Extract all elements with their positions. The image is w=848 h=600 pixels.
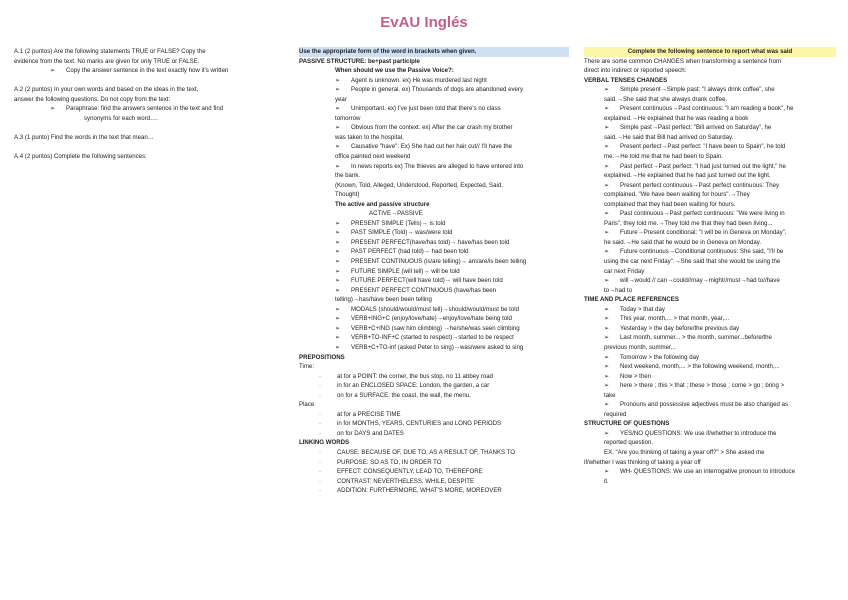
arrow-bullet-icon: ➢ [604,334,610,342]
text-line [299,324,569,334]
text-line [584,276,836,286]
bullet-icon: · [319,458,322,466]
arrow-bullet-icon: ➢ [604,181,610,189]
text-line [299,219,569,229]
line-text: A.1 (2 puntos) Are the following statements TRUE or FALSE? Copy the [14,48,206,55]
line-text: on for a SURFACE: the coast, the wall, the menu, [337,391,471,399]
text-line [299,448,569,458]
text-line [584,152,836,162]
bullet-icon: · [319,420,322,428]
line-text: synonyms for each word…. [84,114,158,122]
line-text: in for MONTHS, YEARS, CENTURIES and LONG PERIODS [337,420,502,428]
text-line [584,181,836,191]
page-title: EvAU Inglés [380,14,468,31]
text-line [584,257,836,267]
arrow-bullet-icon: ➢ [335,334,341,342]
text-line [14,57,279,67]
bullet-icon: · [319,382,322,390]
text-line [584,286,836,296]
text-line [584,438,836,448]
text-line [584,410,836,420]
line-text: to→had to [604,286,633,294]
line-text: the bank. [335,172,361,180]
line-text: Pronouns and possessive adjectives must be also changed as [620,401,789,409]
text-line [14,104,279,114]
arrow-bullet-icon: ➢ [335,286,341,294]
text-line [584,419,836,429]
text-line [584,104,836,114]
line-text: answer the following questions. Do not copy from the text: [14,95,171,103]
line-text: take [604,391,616,399]
text-line [299,391,569,401]
text-line [299,267,569,277]
arrow-bullet-icon: ➢ [335,124,341,132]
line-text: PASSIVE STRUCTURE: be+past participle [299,57,420,65]
line-text: Last month, summer... > the month, summer...before/the [620,334,772,342]
line-text: VERB+C+TO-inf (asked Peter to sing)→was/were asked to sing [351,343,524,351]
line-text: Causative "have". Ex) She had cut her hair cut// I'll have the [351,143,512,151]
arrow-bullet-icon: ➢ [604,105,610,113]
text-line [584,47,836,57]
text-line [584,219,836,229]
text-line [299,276,569,286]
line-text: FUTURE PERFECT(will have told)→ will have been told [351,277,503,285]
arrow-bullet-icon: ➢ [335,258,341,266]
line-text: People in general. ex) Thousands of dogs are abandoned every [351,86,523,94]
text-line [14,133,279,143]
text-line [14,152,279,162]
arrow-bullet-icon: ➢ [335,267,341,275]
arrow-bullet-icon: ➢ [335,324,341,332]
line-text: office painted next weekend [335,153,411,161]
line-text: Future continuous→Conditional continuous: She said, "I'll be [620,248,784,256]
text-line [584,57,836,67]
text-line [299,257,569,267]
text-line [584,95,836,105]
text-line [299,467,569,477]
text-line [584,400,836,410]
text-line [584,76,836,86]
text-line [299,419,569,429]
text-line [584,247,836,257]
text-line [299,114,569,124]
bullet-icon: · [319,468,322,476]
text-line [584,458,836,468]
column-reported-speech [584,47,836,486]
line-text: The active and passive structure [335,200,430,208]
text-line [299,305,569,315]
line-text: Now > then [620,372,651,380]
text-line [299,343,569,353]
arrow-bullet-icon: ➢ [604,210,610,218]
line-text: When should we use the Passive Voice?: [335,67,454,75]
line-text: EFFECT: CONSEQUENTLY, LEAD TO, THEREFORE [337,468,483,476]
line-text: Obvious from the context. ex) After the car crash my brother [351,124,513,132]
line-text: CAUSE: BECAUSE OF, DUE TO, AS A RESULT OF, THANKS TO [337,448,516,456]
text-line [584,171,836,181]
line-text: said.→He said that Bill had arrived on Saturday. [604,133,734,141]
bullet-icon: · [319,487,322,495]
line-text: Present perfect→Past perfect: "I have been to Spain", he told [620,143,786,151]
line-text: PRESENT PERFECT(have/has told)→ have/has been told [351,238,510,246]
line-text: complained that they had been waiting for hours. [604,200,736,208]
text-line [299,171,569,181]
line-text: Unimportant. ex) I've just been told that there's no class [351,105,501,113]
arrow-bullet-icon: ➢ [50,67,56,75]
text-line [584,305,836,315]
text-line [14,85,279,95]
text-line [584,448,836,458]
text-line [584,162,836,172]
text-line [299,314,569,324]
text-line [299,104,569,114]
text-line [299,295,569,305]
line-text: YES/NO QUESTIONS: We use if/whether to introduce the [620,429,777,437]
line-text: PRESENT CONTINUOUS (is/are telling)→ am/are/is been telling [351,258,527,266]
text-line [299,410,569,420]
line-text: year [335,95,347,103]
line-text: if/whether I was thinking of taking a year off [584,458,701,466]
arrow-bullet-icon: ➢ [604,315,610,323]
arrow-bullet-icon: ➢ [604,248,610,256]
line-text: complained, "We have been waiting for hours".→They [604,191,750,199]
text-line [299,47,569,57]
line-text: Agent is unknown. ex) He was murdered last night [351,76,487,84]
arrow-bullet-icon: ➢ [604,468,610,476]
line-text: required [604,410,627,418]
arrow-bullet-icon: ➢ [604,429,610,437]
text-line [299,458,569,468]
text-line [299,228,569,238]
bullet-icon: · [319,477,322,485]
line-text: it. [604,477,609,485]
text-line [299,123,569,133]
line-text: Thought) [335,191,360,199]
arrow-bullet-icon: ➢ [335,219,341,227]
line-text: PAST SIMPLE (Told)→ was/were told [351,229,453,237]
arrow-bullet-icon: ➢ [335,86,341,94]
arrow-bullet-icon: ➢ [604,382,610,390]
arrow-bullet-icon: ➢ [335,105,341,113]
text-line [14,76,279,86]
text-line [584,477,836,487]
line-text: In news reports ex) The thieves are alleged to have entered into [351,162,524,170]
text-line [584,133,836,143]
line-text: A.4 (2 puntos) Complete the following sentences: [14,153,147,161]
text-line [299,353,569,363]
text-line [584,324,836,334]
text-line [299,57,569,67]
text-line [299,152,569,162]
arrow-bullet-icon: ➢ [604,401,610,409]
text-line [299,362,569,372]
bullet-icon: · [319,391,322,399]
arrow-bullet-icon: ➢ [335,343,341,351]
text-line [299,286,569,296]
arrow-bullet-icon: ➢ [604,363,610,371]
arrow-bullet-icon: ➢ [604,124,610,132]
text-line [14,95,279,105]
text-line [299,190,569,200]
line-text: PRESENT SIMPLE (Tells)→ is told [351,219,446,227]
line-text: LINKING WORDS [299,439,350,447]
text-line [584,228,836,238]
line-text: explained.→He explained that he was reading a book [604,114,749,122]
line-text: me.→He told me that he had been to Spain. [604,153,723,161]
text-line [299,133,569,143]
line-text: Use the appropriate form of the word in brackets when given. [299,48,477,55]
text-line [584,467,836,477]
line-text: EX. "Are you thinking of taking a year off?" > She asked me [604,448,765,456]
bullet-icon: · [319,448,322,456]
text-line [584,372,836,382]
text-line [584,85,836,95]
line-text: at for a PRECISE TIME [337,410,401,418]
line-text: VERB+ING+C (enjoy/love/hate)→enjoy/love/hate being told [351,315,512,323]
line-text: tomorrow [335,114,361,122]
text-line [299,142,569,152]
line-text: Place [299,401,315,409]
text-line [584,190,836,200]
line-text: Next weekend, month,... > the following weekend, month,... [620,363,780,371]
arrow-bullet-icon: ➢ [335,229,341,237]
line-text: here > there ; this > that ; these > those ; come > go ; bring > [620,382,785,390]
text-line [299,477,569,487]
text-line [584,66,836,76]
line-text: Time: [299,363,315,371]
line-text: FUTURE SIMPLE (will tell)→ will be told [351,267,460,275]
line-text: Paris", they told me.→They told me that they had been living... [604,219,773,227]
text-line [299,95,569,105]
text-line [584,295,836,305]
line-text: Complete the following sentence to report what was said [627,48,793,55]
column-grammar-passive [299,47,569,496]
arrow-bullet-icon: ➢ [604,305,610,313]
text-line [584,267,836,277]
text-line [299,238,569,248]
arrow-bullet-icon: ➢ [604,162,610,170]
line-text: using the car next Friday".→She said that she would be using the [604,258,781,266]
arrow-bullet-icon: ➢ [50,105,56,113]
text-line [299,76,569,86]
line-text: STRUCTURE OF QUESTIONS [584,420,670,428]
text-line [299,209,569,219]
arrow-bullet-icon: ➢ [604,277,610,285]
line-text: PREPOSITIONS [299,353,345,361]
arrow-bullet-icon: ➢ [604,353,610,361]
text-line [14,47,279,57]
arrow-bullet-icon: ➢ [335,143,341,151]
arrow-bullet-icon: ➢ [335,305,341,313]
text-line [299,381,569,391]
arrow-bullet-icon: ➢ [335,76,341,84]
line-text: Paraphrase: find the answers sentence in the text and find [66,105,224,113]
line-text: PURPOSE: SO AS TO, IN ORDER TO [337,458,442,466]
text-line [299,66,569,76]
line-text: VERB+TO-INF+C (started to respect)→started to be respect [351,334,514,342]
line-text: Today > that day [620,305,665,313]
text-line [299,429,569,439]
text-line [14,114,279,124]
text-line [14,123,279,133]
arrow-bullet-icon: ➢ [604,143,610,151]
text-line [584,362,836,372]
text-line [299,372,569,382]
text-line [299,200,569,210]
arrow-bullet-icon: ➢ [335,315,341,323]
line-text: will→would // can→could//may→might//must→had to//have [620,277,780,285]
line-text: was taken to the hospital. [335,133,404,141]
arrow-bullet-icon: ➢ [604,372,610,380]
text-line [14,66,279,76]
text-line [584,142,836,152]
line-text: in for an ENCLOSED SPACE: London, the garden, a car [337,382,490,390]
text-line [299,438,569,448]
line-text: direct into indirect or reported speech: [584,67,687,75]
text-line [299,247,569,257]
line-text: on for DAYS and DATES [337,429,404,437]
line-text: Past continuous→Past perfect continuous: "We were living in [620,210,785,218]
text-line [299,181,569,191]
line-text: evidence from the text. No marks are given for only TRUE or FALSE. [14,57,200,65]
text-line [299,333,569,343]
line-text: WH- QUESTIONS: We use an interrogative pronoun to introduce [620,468,795,476]
line-text: Past perfect→Past perfect: "I had just turned out the light," he [620,162,786,170]
line-text: PRESENT PERFECT CONTINUOUS (have/has been [351,286,497,294]
text-line [584,353,836,363]
text-line [299,85,569,95]
line-text: Simple past→Past perfect: "Bill arrived on Saturday", he [620,124,772,132]
text-line [584,391,836,401]
line-text: reported question. [604,439,654,447]
text-line [299,400,569,410]
line-text: PAST PERFECT (had told)→ had been told [351,248,469,256]
line-text: Yesterday > the day before/the previous day [620,324,740,332]
text-line [14,142,279,152]
line-text: MODALS (should/would/must tell)→should/would/must be told [351,305,519,313]
line-text: he said.→He said that he would be in Geneva on Monday. [604,238,762,246]
text-line [584,381,836,391]
line-text: VERBAL TENSES CHANGES [584,76,668,84]
arrow-bullet-icon: ➢ [335,238,341,246]
line-text: car next Friday [604,267,645,275]
line-text: (Known, Told, Alleged, Understood, Reported, Expected, Said, [335,181,503,189]
line-text: Present continuous→Past continuous: "I am reading a book", he [620,105,794,113]
line-text: ACTIVE→PASSIVE [369,210,423,218]
line-text: Future→Present conditional: "I will be in Geneva on Monday", [620,229,787,237]
text-line [584,429,836,439]
text-line [584,123,836,133]
arrow-bullet-icon: ➢ [335,277,341,285]
text-line [584,333,836,343]
line-text: said.→She said that she always drank coffee. [604,95,728,103]
column-reading-tasks [14,47,279,162]
arrow-bullet-icon: ➢ [604,86,610,94]
line-text: Copy the answer sentence in the text exactly how it's written [66,67,229,75]
line-text: telling)→has/have been been telling [335,296,432,304]
text-line [299,162,569,172]
line-text: Present perfect continuous→Past perfect continuous: They [620,181,780,189]
line-text: A.2 (2 puntos) In your own words and based on the ideas in the text, [14,86,199,94]
text-line [584,343,836,353]
line-text: explained.→He explained that he had just turned out the light. [604,172,771,180]
arrow-bullet-icon: ➢ [335,248,341,256]
line-text: A.3 (1 punto) Find the words in the text that mean… [14,133,154,141]
line-text: VERB+C+ING (saw him climbing) →he/she/was seen climbing [351,324,520,332]
text-line [299,486,569,496]
line-text: There are some common CHANGES when transforming a sentence from [584,57,782,65]
line-text: ADDITION: FURTHERMORE, WHAT'S MORE, MOREOVER [337,487,502,495]
arrow-bullet-icon: ➢ [604,229,610,237]
text-line [584,238,836,248]
text-line [584,114,836,124]
text-line [584,200,836,210]
arrow-bullet-icon: ➢ [335,162,341,170]
bullet-icon: · [319,429,322,437]
line-text: This year, month,... > that month, year,... [620,315,730,323]
bullet-icon: · [319,410,322,418]
line-text: TIME AND PLACE REFERENCES [584,296,679,304]
text-line [584,209,836,219]
arrow-bullet-icon: ➢ [604,324,610,332]
bullet-icon: · [319,372,322,380]
line-text: previous month, summer... [604,343,676,351]
line-text: at for a POINT: the corner, the bus stop, no 11 abbey road [337,372,494,380]
line-text: CONTRAST: NEVERTHELESS, WHILE, DESPITE [337,477,475,485]
line-text: Simple present→Simple past: "I always drink coffee", she [620,86,775,94]
line-text: Tomorrow > the following day [620,353,700,361]
text-line [584,314,836,324]
